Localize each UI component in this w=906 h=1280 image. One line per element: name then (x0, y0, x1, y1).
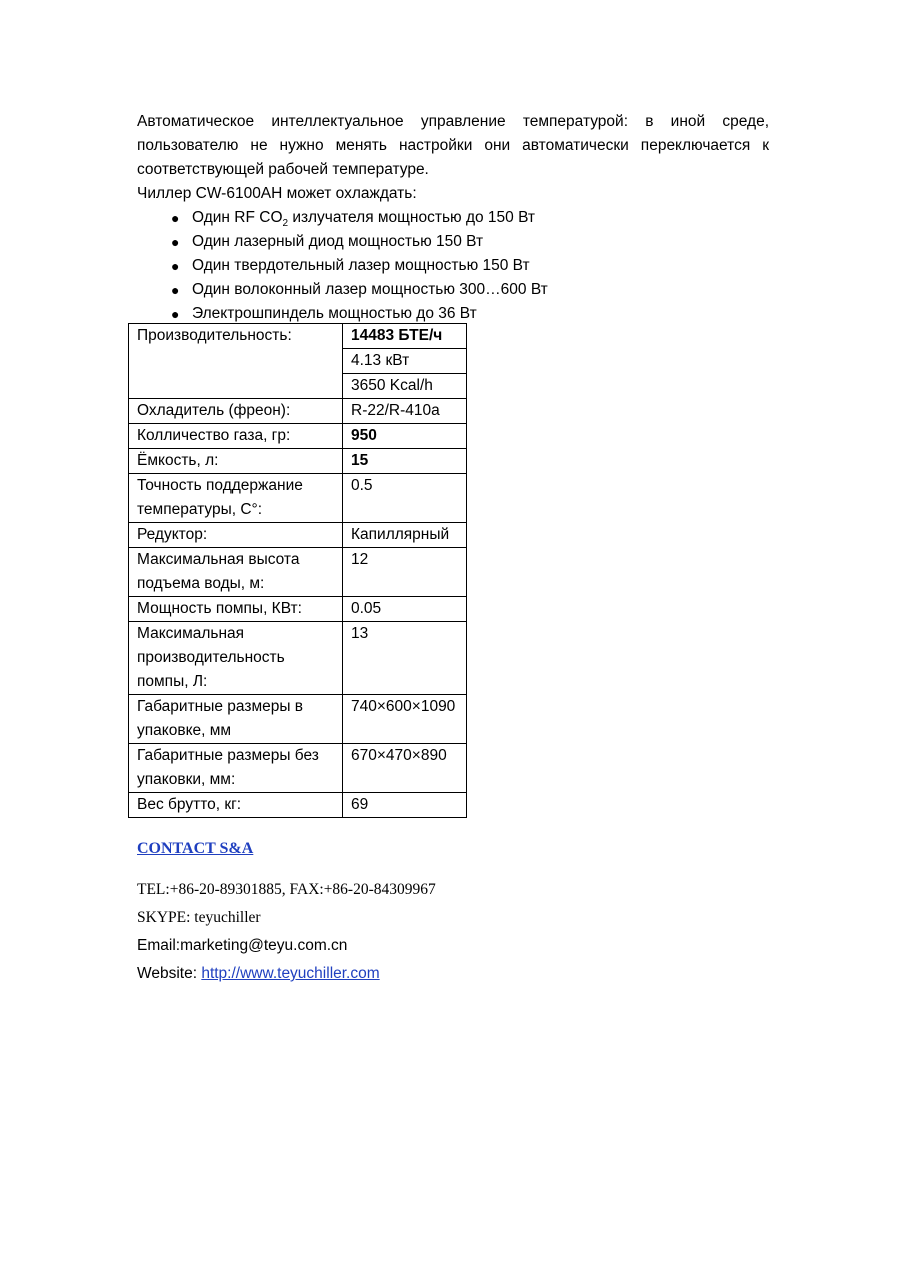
table-row (129, 695, 467, 744)
table-row (129, 523, 467, 548)
tel-fax-line: TEL:+86-20-89301885, FAX:+86-20-84309967 (137, 881, 436, 898)
table-value-cell: 4.13 кВт (343, 349, 467, 374)
table-value-cell: R-22/R-410a (343, 399, 467, 424)
table-label-cell: Вес брутто, кг: (129, 793, 343, 818)
email-line: Email:marketing@teyu.com.cn (137, 937, 348, 954)
table-value-cell: 14483 БТЕ/ч (343, 324, 467, 349)
table-row (129, 324, 467, 349)
table-value-cell: 15 (343, 449, 467, 474)
table-label-cell: Охладитель (фреон): (129, 399, 343, 424)
intro-lead: Чиллер CW-6100AH может охлаждать: (137, 185, 417, 202)
table-value-cell: 3650 Kcal/h (343, 374, 467, 399)
table-value-cell: 13 (343, 622, 467, 695)
table-row (129, 793, 467, 818)
bullet-icon: ● (171, 306, 180, 322)
specifications-table (128, 323, 467, 818)
website-link[interactable]: http://www.teyuchiller.com (201, 965, 380, 982)
table-value-cell: 0.05 (343, 597, 467, 622)
list-item-text-prefix: Один RF CO (192, 209, 283, 226)
website-label: Website: (137, 965, 202, 982)
list-item-text: Один лазерный диод мощностью 150 Вт (192, 233, 484, 250)
table-label-cell: Редуктор: (129, 523, 343, 548)
list-item (137, 254, 769, 278)
table-label-cell: Габаритные размеры без упаковки, мм: (129, 744, 343, 793)
list-item (137, 278, 769, 302)
table-label-cell: Производительность: (129, 324, 343, 399)
bullet-icon: ● (171, 234, 180, 250)
table-label-cell: Максимальная высота подъема воды, м: (129, 548, 343, 597)
contact-heading-link[interactable]: CONTACT S&A (137, 840, 254, 857)
table-row (129, 744, 467, 793)
document-body (137, 110, 769, 326)
subscript: 2 (282, 218, 289, 230)
list-item-text: Один твердотельный лазер мощностью 150 Вт (192, 257, 530, 274)
table-value-cell: 740×600×1090 (343, 695, 467, 744)
table-row (129, 424, 467, 449)
contact-section (137, 838, 769, 988)
table-value-cell: 950 (343, 424, 467, 449)
table-row (129, 597, 467, 622)
table-value-cell: 69 (343, 793, 467, 818)
website-line (137, 960, 769, 988)
table-row (129, 474, 467, 523)
list-item-text-suffix: излучателя мощностью до 150 Вт (288, 209, 536, 226)
table-value-cell: 12 (343, 548, 467, 597)
table-label-cell: Мощность помпы, КВт: (129, 597, 343, 622)
list-item-text: Один волоконный лазер мощностью 300…600 Вт (192, 281, 548, 298)
list-item (137, 230, 769, 254)
bullet-icon: ● (171, 210, 180, 226)
table-value-cell: 670×470×890 (343, 744, 467, 793)
table-label-cell: Ёмкость, л: (129, 449, 343, 474)
table-row (129, 399, 467, 424)
capabilities-list (137, 206, 769, 326)
table-value-cell: 0.5 (343, 474, 467, 523)
skype-line: SKYPE: teyuchiller (137, 909, 261, 926)
table-label-cell: Максимальная производительность помпы, Л: (129, 622, 343, 695)
table-label-cell: Габаритные размеры в упаковке, мм (129, 695, 343, 744)
intro-paragraph: Автоматическое интеллектуальное управление температурой: в иной среде, пользователю не нужно менять настройки они автоматически переключается к соответствующей рабочей температуре. (137, 113, 769, 178)
table-label-cell: Точность поддержание температуры, С°: (129, 474, 343, 523)
table-row (129, 622, 467, 695)
list-item (137, 206, 769, 230)
list-item-text: Электрошпиндель мощностью до 36 Вт (192, 305, 477, 322)
table-value-cell: Капиллярный (343, 523, 467, 548)
bullet-icon: ● (171, 258, 180, 274)
table-label-cell: Колличество газа, гр: (129, 424, 343, 449)
bullet-icon: ● (171, 282, 180, 298)
table-row (129, 548, 467, 597)
table-row (129, 449, 467, 474)
